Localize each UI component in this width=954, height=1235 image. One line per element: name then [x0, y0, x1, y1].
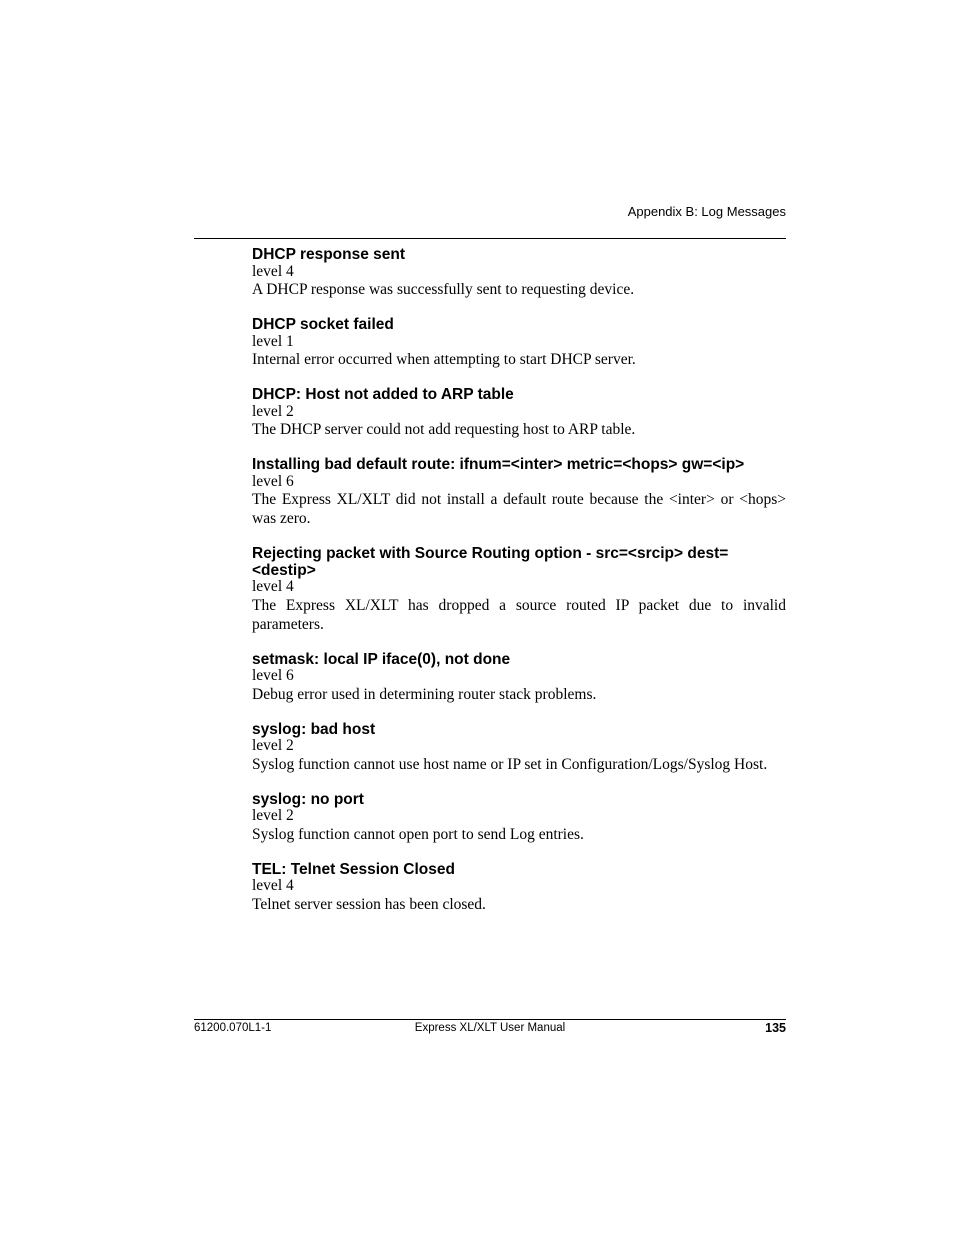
entry-description: Debug error used in determining router stack problems. [252, 685, 597, 703]
entry-description: The DHCP server could not add requesting host to ARP table. [252, 421, 636, 438]
entry-level: level 2 [252, 737, 294, 754]
log-entry [252, 317, 786, 369]
entry-description: The Express XL/XLT did not install a default route because the <inter> or <hops> was zero. [252, 491, 786, 527]
entry-title: syslog: bad host [252, 720, 376, 738]
entry-title: Installing bad default route: ifnum=<inter> metric=<hops> gw=<ip> [252, 456, 745, 473]
entry-title: DHCP socket failed [252, 316, 394, 333]
document-number: 61200.070L1-1 [194, 1022, 272, 1034]
entry-title: syslog: no port [252, 790, 364, 808]
entry-title: Rejecting packet with Source Routing option - src=<srcip> dest=<destip> [252, 545, 729, 579]
entry-description: Telnet server session has been closed. [252, 895, 486, 913]
entry-level: level 2 [252, 807, 294, 824]
entry-title: TEL: Telnet Session Closed [252, 860, 455, 878]
entry-level: level 2 [252, 402, 294, 420]
entry-description: The Express XL/XLT has dropped a source routed IP packet due to invalid parameters. [252, 596, 786, 633]
log-entry [252, 792, 786, 844]
manual-title: Express XL/XLT User Manual [414, 1022, 566, 1034]
entry-level: level 6 [252, 472, 294, 490]
entry-description: Syslog function cannot open port to send Log entries. [252, 825, 584, 843]
entry-title: setmask: local IP iface(0), not done [252, 650, 511, 668]
entry-level: level 1 [252, 332, 294, 350]
page-number: 135 [765, 1021, 786, 1035]
entry-description: Internal error occurred when attempting to start DHCP server. [252, 351, 636, 368]
entry-level: level 6 [252, 667, 294, 684]
page-footer [194, 1020, 786, 1036]
log-entry [252, 862, 786, 914]
entry-title: DHCP: Host not added to ARP table [252, 386, 514, 403]
entry-title: DHCP response sent [252, 246, 406, 263]
entry-level: level 4 [252, 262, 294, 280]
entry-description: Syslog function cannot use host name or IP set in Configuration/Logs/Syslog Host. [252, 755, 768, 773]
header-rule [194, 238, 786, 239]
log-entry [252, 247, 786, 299]
entry-description: A DHCP response was successfully sent to requesting device. [252, 281, 635, 298]
log-entry [252, 387, 786, 439]
log-message-list [252, 247, 786, 932]
entry-level: level 4 [252, 578, 294, 595]
log-entry [252, 457, 786, 528]
log-entry [252, 652, 786, 704]
running-header: Appendix B: Log Messages [627, 204, 786, 219]
log-entry [252, 722, 786, 774]
log-entry [252, 546, 786, 634]
entry-level: level 4 [252, 877, 294, 894]
